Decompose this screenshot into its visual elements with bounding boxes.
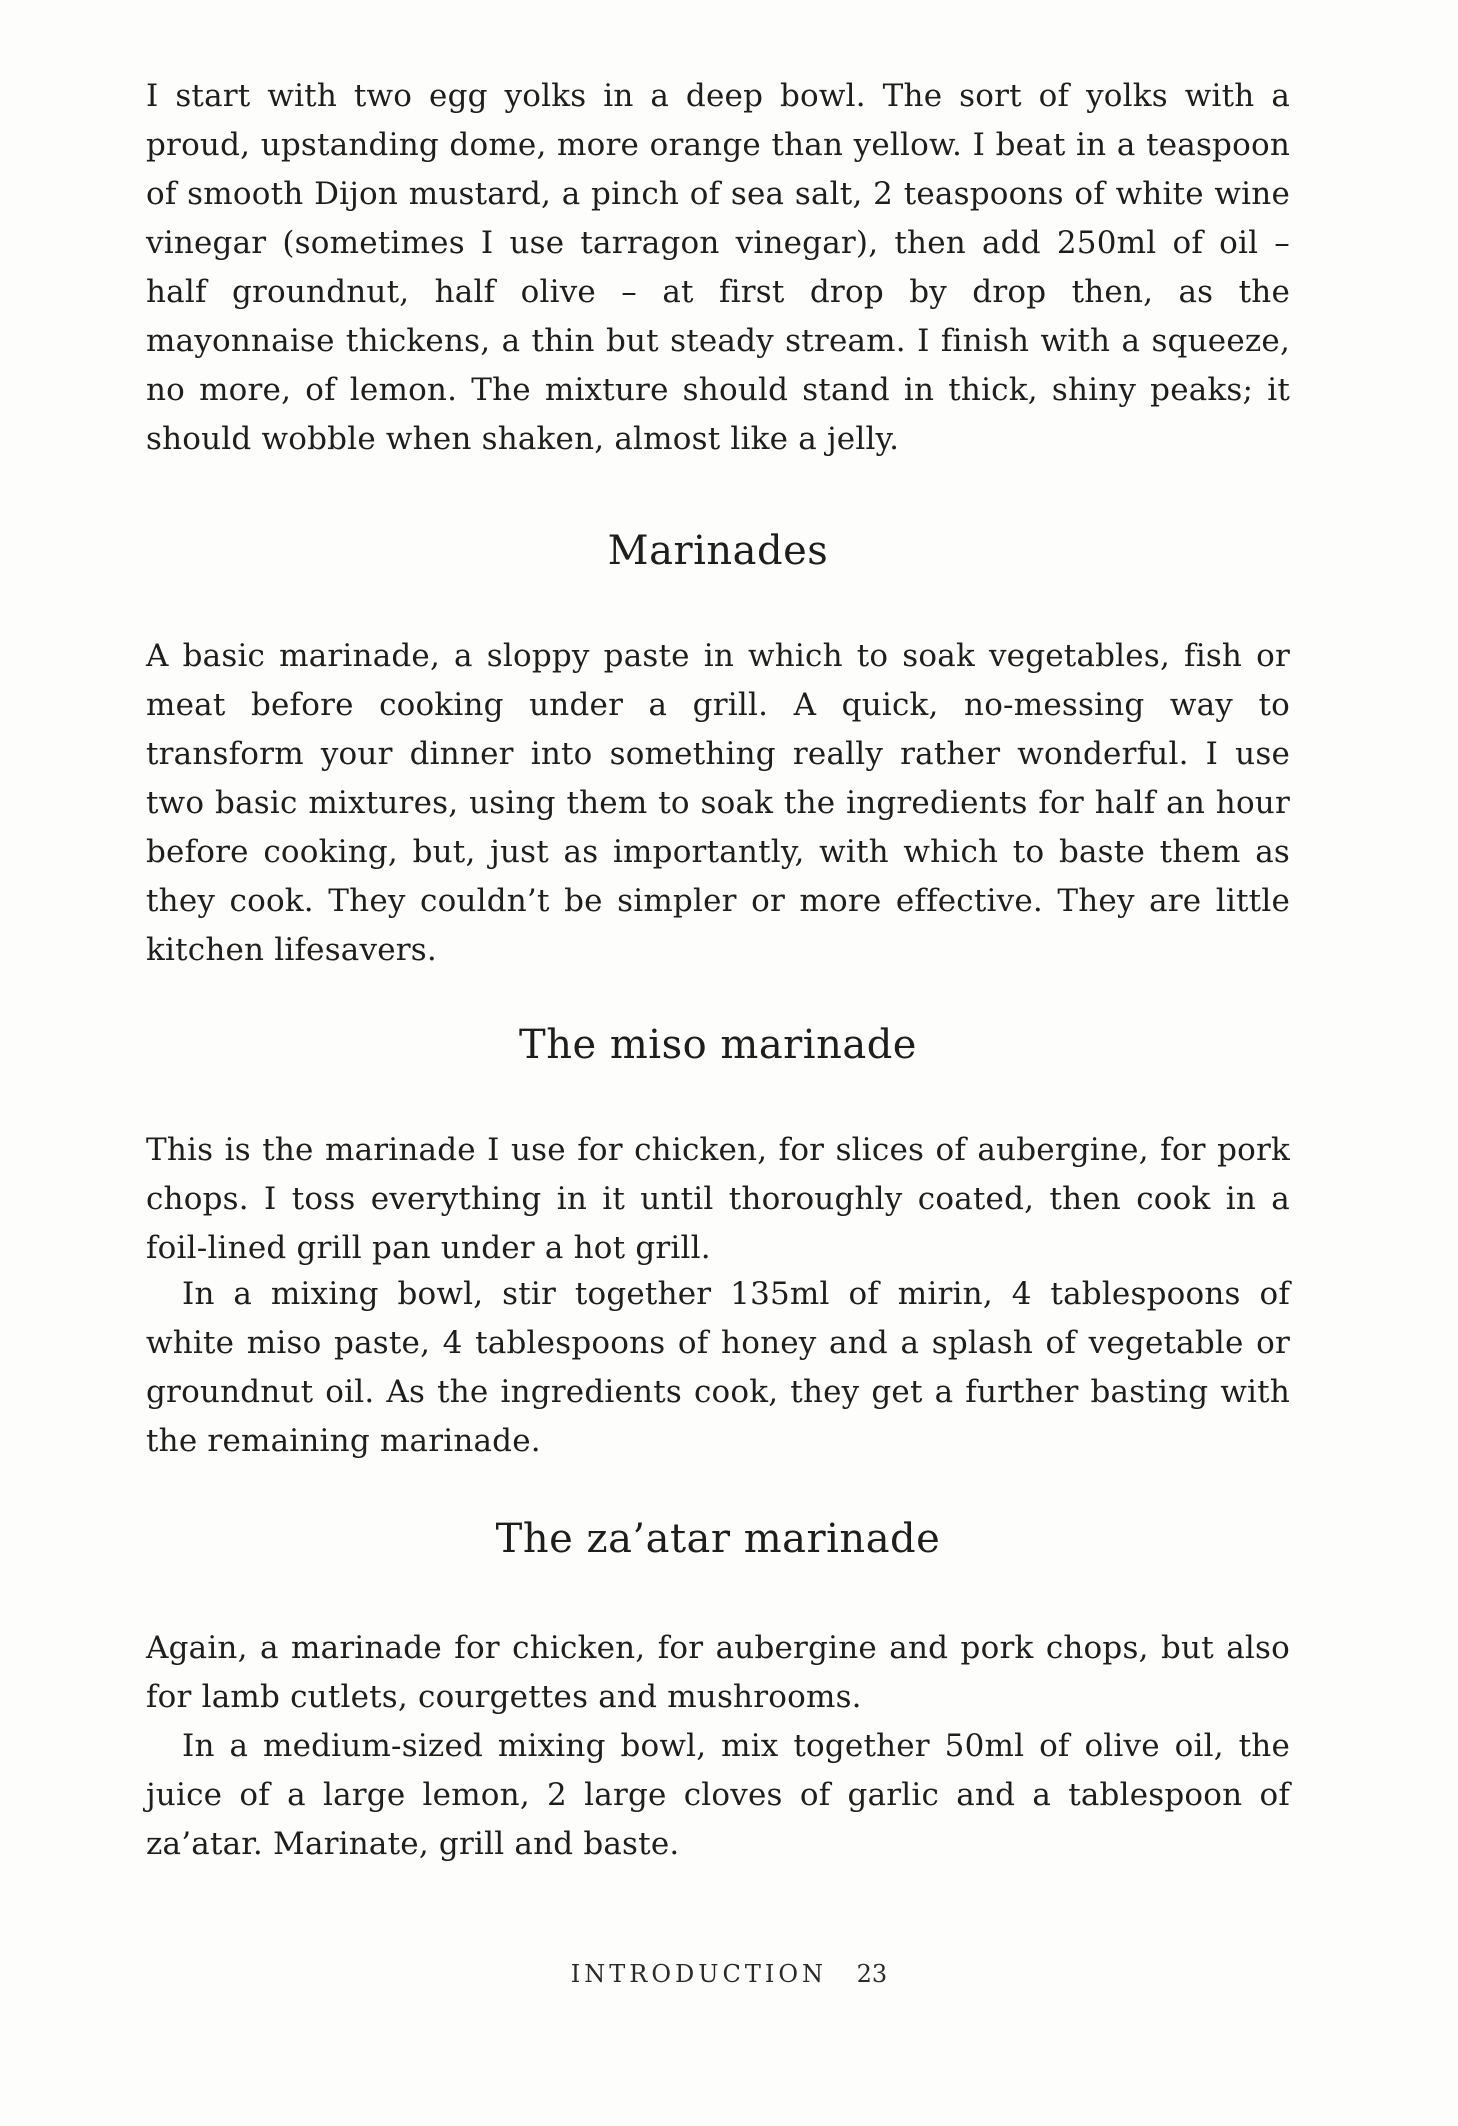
marinades-heading: Marinades bbox=[607, 528, 829, 574]
marinades-paragraph: A basic marinade, a sloppy paste in which to soak vegetables, fish or meat before cooking under a grill. A quick, no-messing way to transform your dinner into something really rather wonderful. I use two basic mixtures, using them to soak the ingredients for half an hour before cooking, but, just as importantly, with which to baste them as they cook. They couldn’t be simpler or more effective. They are little kitchen lifesavers. bbox=[146, 638, 1290, 968]
miso-marinade-method-paragraph: In a mixing bowl, stir together 135ml of mirin, 4 tablespoons of white miso paste, 4 tablespoons of honey and a splash of vegetable or groundnut oil. As the ingredients cook, they get a further basting with the remaining marinade. bbox=[146, 1276, 1290, 1459]
page-number: 23 bbox=[856, 1960, 888, 1988]
zaatar-marinade-intro-paragraph: Again, a marinade for chicken, for aubergine and pork chops, but also for lamb cutlets, courgettes and mushrooms. bbox=[146, 1630, 1290, 1715]
zaatar-marinade-heading: The za’atar marinade bbox=[495, 1516, 941, 1562]
running-footer-section: INTRODUCTION bbox=[570, 1960, 828, 1988]
miso-marinade-intro-paragraph: This is the marinade I use for chicken, for slices of aubergine, for pork chops. I toss everything in it until thoroughly coated, then cook in a foil-lined grill pan under a hot grill. bbox=[146, 1132, 1290, 1266]
mayonnaise-paragraph: I start with two egg yolks in a deep bowl. The sort of yolks with a proud, upstanding dome, more orange than yellow. I beat in a teaspoon of smooth Dijon mustard, a pinch of sea salt, 2 teaspoons of white wine vinegar (sometimes I use tarragon vinegar), then add 250ml of oil – half groundnut, half olive – at first drop by drop then, as the mayonnaise thickens, a thin but steady stream. I finish with a squeeze, no more, of lemon. The mixture should stand in thick, shiny peaks; it should wobble when shaken, almost like a jelly. bbox=[146, 78, 1290, 457]
page-footer bbox=[0, 1960, 1458, 1988]
zaatar-marinade-method-paragraph: In a medium-sized mixing bowl, mix together 50ml of olive oil, the juice of a large lemon, 2 large cloves of garlic and a tablespoon of za’atar. Marinate, grill and baste. bbox=[146, 1728, 1290, 1862]
miso-marinade-heading: The miso marinade bbox=[519, 1022, 917, 1068]
